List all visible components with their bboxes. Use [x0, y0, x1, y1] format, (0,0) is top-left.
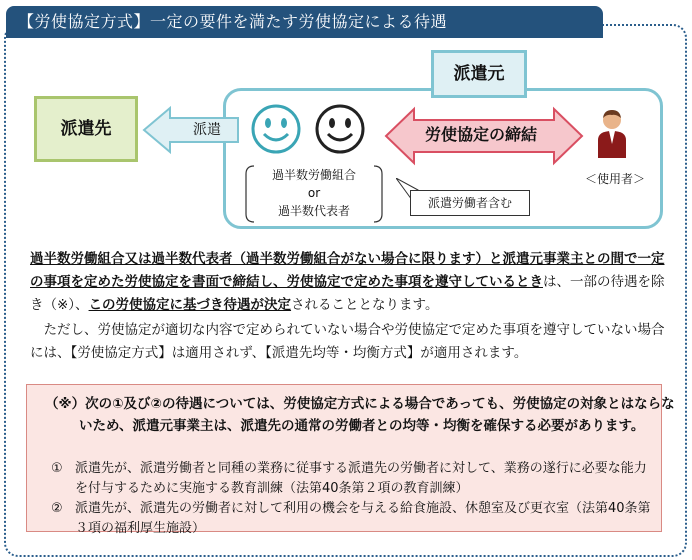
- section-title: 【労使協定方式】一定の要件を満たす労使協定による待遇: [6, 6, 603, 38]
- party-line-3: 過半数代表者: [277, 204, 350, 218]
- employer-label: ＜使用者＞: [584, 172, 645, 186]
- callout-box: 派遣労働者含む: [410, 190, 530, 216]
- note-item-text: 派遣先が、派遣労働者と同種の業務に従事する派遣先の労働者に対して、業務の遂行に必要な能力を付与するために実施する教育訓練（法第40条第２項の教育訓練）: [75, 461, 647, 496]
- note-item-number: ①: [51, 461, 63, 476]
- note-title: （※）次の①及び②の待遇については、労使協定方式による場合であっても、労使協定の対象とはならないため、派遣元事業主は、派遣先の通常の労働者との均等・均衡を確保する必要があります。: [45, 396, 675, 434]
- party-text: [244, 166, 384, 224]
- paragraph-1: [30, 248, 670, 317]
- para1-emphasis-1: 過半数労働組合又は過半数代表者（過半数労働組合がない場合に限ります）と派遣元事業主との間で一定の事項を定めた労使協定を書面で締結し、労使協定で定めた事項を遵守しているとき: [30, 251, 665, 290]
- dispatch-label: 派遣: [193, 122, 221, 138]
- haken-saki-label: 派遣先: [34, 96, 138, 162]
- paragraph-2: ただし、労使協定が適切な内容で定められていない場合や労使協定で定めた事項を遵守していない場合には、【労使協定方式】は適用されず、【派遣先均等・均衡方式】が適用されます。: [30, 322, 665, 361]
- haken-moto-label: 派遣元: [431, 50, 527, 98]
- party-line-2: or: [307, 186, 321, 200]
- party-line-1: 過半数労働組合: [271, 168, 356, 182]
- note-item-text: 派遣先が、派遣先の労働者に対して利用の機会を与える給食施設、休憩室及び更衣室（法第40条第３項の福利厚生施設）: [75, 501, 651, 536]
- agreement-label: 労使協定の締結: [424, 125, 537, 144]
- smiley-icon-teal: [250, 103, 302, 155]
- note-item-number: ②: [51, 501, 63, 516]
- note-box: [26, 384, 675, 536]
- note-item: [45, 459, 651, 499]
- note-item: [45, 499, 651, 539]
- person-icon: [596, 108, 628, 160]
- para1-emphasis-2: この労使協定に基づき待遇が決定: [88, 297, 292, 313]
- para1-text-2: は、一部の待遇を除き（※）、: [30, 274, 665, 313]
- para1-text-4: されることとなります。: [291, 297, 439, 313]
- smiley-icon-black: [314, 103, 366, 155]
